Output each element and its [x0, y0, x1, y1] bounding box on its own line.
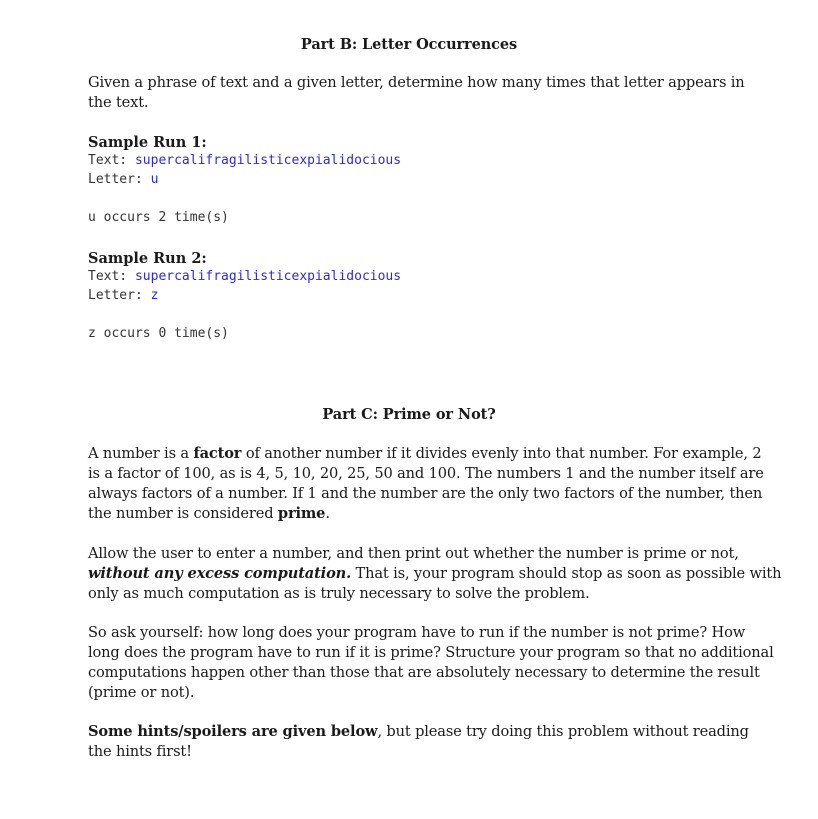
- p3-line-4: (prime or not).: [88, 684, 195, 701]
- p1-line-2: is a factor of 100, as is 4, 5, 10, 20, 25, 50 and 100. The numbers 1 and the number itself are: [88, 465, 764, 482]
- p2-line-1: Allow the user to enter a number, and then print out whether the number is prime or not,: [88, 545, 739, 562]
- part-c-paragraph-1: [88, 444, 764, 524]
- sample-run-2-result: z occurs 0 time(s): [88, 326, 229, 341]
- emphasis-phrase: without any excess computation.: [88, 565, 352, 582]
- sample-run-2-label: Sample Run 2:: [88, 250, 207, 267]
- part-b-heading: Part B: Letter Occurrences: [300, 36, 518, 53]
- intro-line-1: Given a phrase of text and a given letter, determine how many times that letter appears in: [88, 74, 745, 91]
- letter-prompt: Letter:: [88, 288, 151, 303]
- p1-line-3: always factors of a number. If 1 and the number are the only two factors of the number, then: [88, 485, 763, 502]
- sample-run-2-text-line: [88, 268, 401, 286]
- part-b-intro: [88, 73, 750, 113]
- text-input-value: supercalifragilisticexpialidocious: [134, 269, 402, 284]
- text-prompt: Text:: [88, 153, 135, 168]
- hints-phrase: Some hints/spoilers are given below: [88, 723, 378, 740]
- sample-run-1-letter-line: [88, 171, 158, 189]
- p2-line-2: without any excess computation. That is, your program should stop as soon as possible with: [88, 565, 782, 582]
- p3-line-1: So ask yourself: how long does your program have to run if the number is not prime? How: [88, 624, 746, 641]
- text-input-value: supercalifragilisticexpialidocious: [134, 153, 402, 168]
- intro-line-2: the text.: [88, 94, 149, 111]
- p2-line-3: only as much computation as is truly necessary to solve the problem.: [88, 585, 590, 602]
- part-c-paragraph-2: [88, 544, 782, 604]
- part-c-heading: Part C: Prime or Not?: [322, 406, 496, 423]
- letter-prompt: Letter:: [88, 172, 151, 187]
- p3-line-3: computations happen other than those that are absolutely necessary to determine the result: [88, 664, 760, 681]
- p1-line-1: A number is a factor of another number if it divides evenly into that number. For example, 2: [88, 445, 762, 462]
- sample-run-1-label: Sample Run 1:: [88, 134, 207, 151]
- part-c-paragraph-3: [88, 623, 774, 703]
- part-c-paragraph-4: [88, 722, 750, 762]
- factor-term: factor: [193, 445, 242, 462]
- letter-input-value: u: [150, 172, 159, 187]
- p1-line-4: the number is considered prime.: [88, 505, 330, 522]
- p4-line-1: Some hints/spoilers are given below, but please try doing this problem without reading: [88, 723, 749, 740]
- text-prompt: Text:: [88, 269, 135, 284]
- sample-run-2-letter-line: [88, 287, 158, 305]
- prime-term: prime: [277, 505, 326, 522]
- sample-run-1-text-line: [88, 152, 401, 170]
- letter-input-value: z: [150, 288, 159, 303]
- p4-line-2: the hints first!: [88, 743, 192, 760]
- p3-line-2: long does the program have to run if it is prime? Structure your program so that no additional: [88, 644, 774, 661]
- sample-run-1-result: u occurs 2 time(s): [88, 210, 229, 225]
